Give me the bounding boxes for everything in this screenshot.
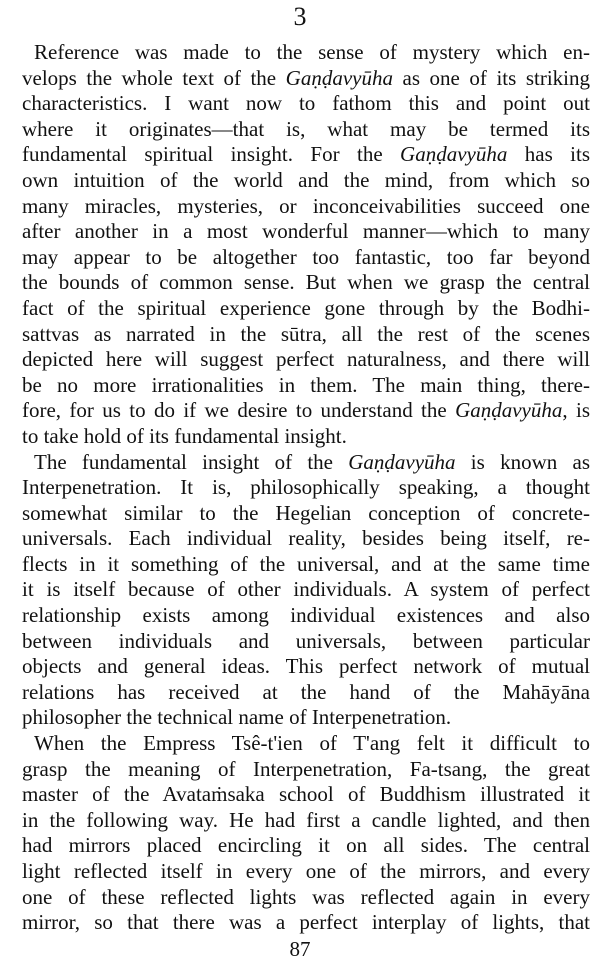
text-line: universals. Each individual reality, besides being itself, re- (22, 526, 590, 551)
text-line: it is itself because of other individuals. A system of perfect (22, 577, 590, 602)
text-line: between individuals and universals, between particular (22, 628, 590, 653)
chapter-number: 3 (293, 2, 307, 31)
text-line: fact of the spiritual experience gone through by the Bodhi- (22, 295, 590, 320)
text-line: mirror, so that there was a perfect interplay of lights, that (22, 910, 590, 935)
page-number: 87 (289, 937, 311, 961)
text-line: one of these reflected lights was reflected again in every (22, 884, 590, 909)
text-line: sattvas as narrated in the sūtra, all the rest of the scenes (22, 321, 590, 346)
text-line: had mirrors placed encircling it on all sides. The central (22, 833, 590, 858)
text-line: relations has received at the hand of the Mahāyāna (22, 679, 590, 704)
text-line: fundamental spiritual insight. For the Gaṇḍavyūha has its (22, 142, 590, 167)
text-line: The fundamental insight of the Gaṇḍavyūha is known as (34, 449, 590, 474)
text-line: may appear to be altogether too fantastic, too far beyond (22, 244, 590, 269)
text-line: objects and general ideas. This perfect network of mutual (22, 654, 590, 679)
text-line: depicted here will suggest perfect naturalness, and there will (22, 347, 590, 372)
text-line: velops the whole text of the Gaṇḍavyūha as one of its striking (22, 65, 590, 90)
text-line: light reflected itself in every one of the mirrors, and every (22, 859, 590, 883)
text-line: philosopher the technical name of Interpenetration. (22, 705, 452, 730)
text-line: Reference was made to the sense of mystery which en- (34, 40, 590, 64)
text-line: where it originates—that is, what may be termed its (22, 116, 590, 141)
sutra-title: Gaṇḍavyūha (455, 398, 563, 423)
text-line: many miracles, mysteries, or inconceivabilities succeed one (22, 193, 590, 218)
text-line: the bounds of common sense. But when we grasp the central (22, 270, 590, 295)
sutra-title: Gaṇḍavyūha (400, 142, 508, 167)
text-line: fore, for us to do if we desire to understand the Gaṇḍavyūha, is (22, 398, 590, 423)
text-line: to take hold of its fundamental insight. (22, 423, 347, 448)
text-line: relationship exists among individual existences and also (22, 603, 590, 628)
text-line: Interpenetration. It is, philosophically speaking, a thought (22, 475, 590, 500)
text-line: When the Empress Tsê-t'ien of T'ang felt it difficult to (34, 731, 590, 756)
sutra-title: Gaṇḍavyūha (348, 449, 456, 474)
text-line: master of the Avataṁsaka school of Buddhism illustrated it (22, 782, 590, 807)
text-line: after another in a most wonderful manner—which to many (22, 219, 590, 244)
sutra-title: Gaṇḍavyūha (285, 65, 393, 90)
text-line: in the following way. He had first a candle lighted, and then (22, 807, 590, 832)
body-text (22, 40, 590, 936)
text-line: flects in it something of the universal, and at the same time (22, 551, 590, 576)
text-line: grasp the meaning of Interpenetration, Fa-tsang, the great (22, 756, 590, 781)
text-line: characteristics. I want now to fathom this and point out (22, 91, 590, 116)
text-line: somewhat similar to the Hegelian conception of concrete- (22, 500, 590, 525)
text-line: own intuition of the world and the mind, from which so (22, 167, 590, 192)
text-line: be no more irrationalities in them. The main thing, there- (22, 372, 590, 397)
